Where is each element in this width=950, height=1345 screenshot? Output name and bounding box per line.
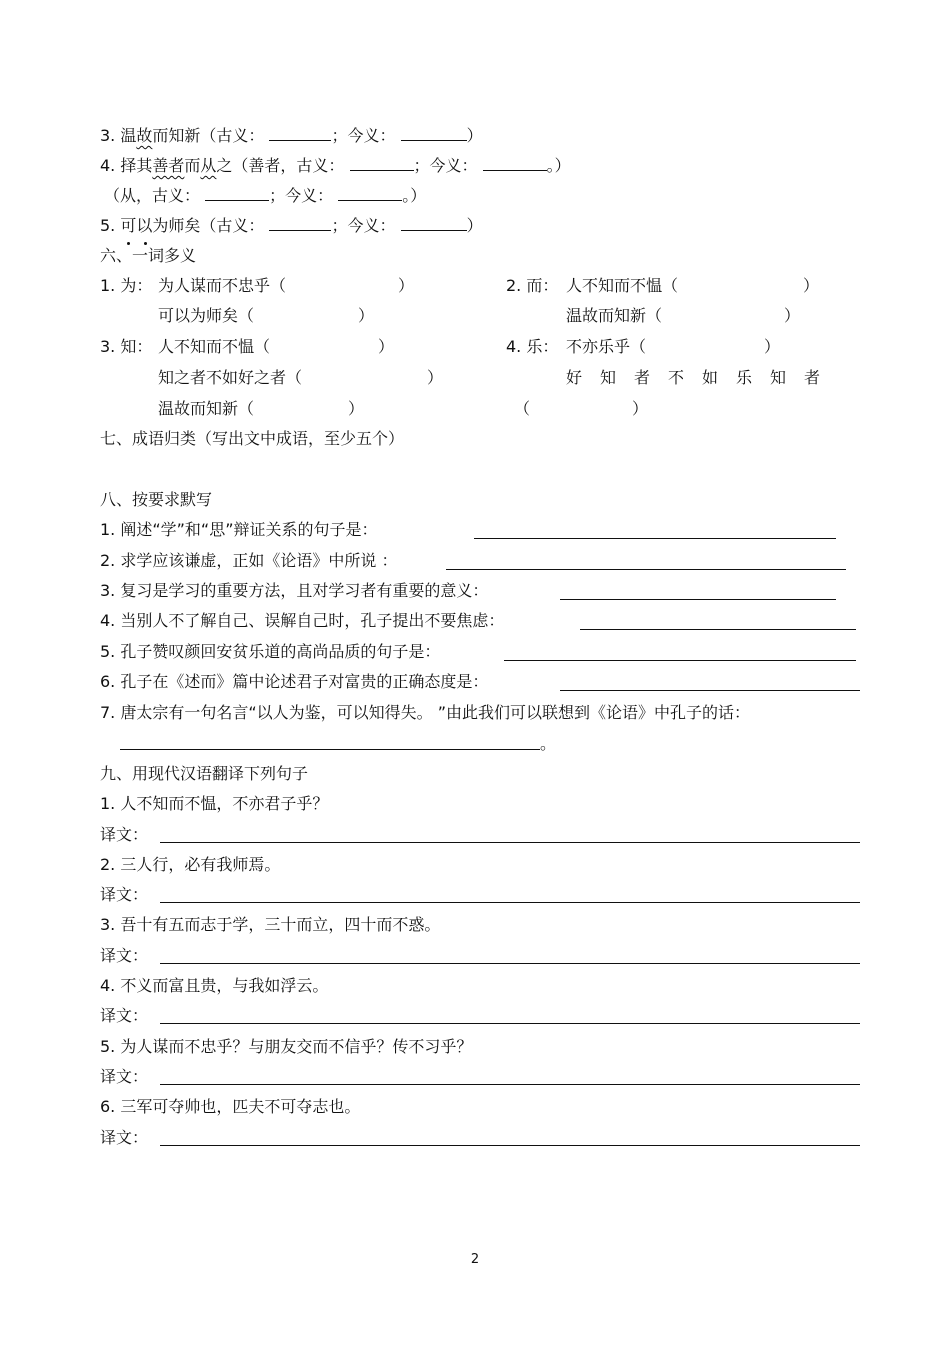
- word-meaning-item-3: [100, 124, 483, 147]
- recite-item-7-end: 。: [540, 734, 557, 753]
- translation-line-6[interactable]: [160, 1145, 860, 1146]
- word-meaning-item-4b: [104, 184, 426, 207]
- item-text: 3. 温: [100, 126, 137, 145]
- spaced-char: 知: [770, 368, 787, 387]
- recite-item-1: 1. 阐述“学”和“思”辩证关系的句子是：: [100, 520, 378, 539]
- item-text: 而知新（古义：: [152, 126, 265, 145]
- section-6-heading: 六、一词多义: [100, 246, 197, 265]
- item-text: 。）: [546, 156, 571, 175]
- polysemy-close: ）: [784, 306, 801, 325]
- translation-line-5[interactable]: [160, 1084, 860, 1085]
- polysemy-3a: 人不知而不愠（: [158, 337, 271, 356]
- polysemy-1a: [158, 275, 286, 297]
- polysemy-2b: 温故而知新（: [566, 306, 663, 325]
- polysemy-close: ）: [803, 276, 820, 295]
- polysemy-4a: 不亦乐乎（: [566, 337, 647, 356]
- recite-item-7: 7. 唐太宗有一句名言“以人为鉴，可以知得失。 ”由此我们可以联想到《论语》中孔子的话：: [100, 703, 751, 722]
- polysemy-close: ）: [427, 368, 444, 387]
- ancient-meaning-blank[interactable]: [269, 214, 331, 231]
- page-number: 2: [470, 1252, 480, 1267]
- polysemy-3-label: 3. 知：: [100, 337, 153, 356]
- spaced-char: 知: [600, 368, 617, 387]
- translate-sentence-4: 4. 不义而富且贵，与我如浮云。: [100, 976, 329, 995]
- spaced-char: 者: [804, 368, 821, 387]
- polysemy-4c: （: [514, 399, 531, 418]
- section-7-heading: 七、成语归类（写出文中成语，至少五个）: [100, 429, 405, 448]
- polysemy-close: ）: [632, 399, 649, 418]
- item-text: ；今义：: [331, 126, 396, 145]
- item-text: 之（善者，古义：: [216, 156, 345, 175]
- spaced-char: 者: [634, 368, 651, 387]
- polysemy-2a: 人不知而不愠（: [566, 276, 679, 295]
- modern-meaning-blank[interactable]: [338, 184, 402, 201]
- recite-item-6: 6. 孔子在《述而》篇中论述君子对富贵的正确态度是：: [100, 672, 489, 691]
- item-text: 为人谋而不忠乎（: [158, 276, 287, 295]
- recite-answer-line-5[interactable]: [504, 660, 856, 661]
- polysemy-close: ）: [764, 337, 781, 356]
- spaced-char: 不: [668, 368, 685, 387]
- ancient-meaning-blank[interactable]: [269, 124, 331, 141]
- spaced-char: 如: [702, 368, 719, 387]
- item-text: 。）: [402, 186, 427, 205]
- word-meaning-item-4: [100, 154, 571, 177]
- translate-sentence-3: 3. 吾十有五而志于学，三十而立，四十而不惑。: [100, 915, 441, 934]
- word-meaning-item-5: [100, 214, 483, 237]
- spaced-char: 乐: [736, 368, 753, 387]
- translation-line-4[interactable]: [160, 1023, 860, 1024]
- key-word: 善者: [152, 156, 185, 175]
- recite-answer-line-3[interactable]: [560, 599, 836, 600]
- translation-line-3[interactable]: [160, 963, 860, 964]
- section-9-heading: 九、用现代汉语翻译下列句子: [100, 764, 309, 783]
- translation-line-2[interactable]: [160, 902, 860, 903]
- polysemy-close: ）: [358, 306, 375, 325]
- polysemy-close: ）: [378, 337, 395, 356]
- polysemy-4-label: 4. 乐：: [506, 337, 559, 356]
- translation-line-1[interactable]: [160, 842, 860, 843]
- translation-label-5: 译文：: [100, 1067, 149, 1086]
- polysemy-close: ）: [348, 399, 365, 418]
- polysemy-close: ）: [398, 276, 415, 295]
- translate-sentence-5: 5. 为人谋而不忠乎？与朋友交而不信乎？传不习乎？: [100, 1037, 473, 1056]
- dotted-key-word: [120, 215, 152, 237]
- translation-label-6: 译文：: [100, 1128, 149, 1147]
- item-text: 为师矣（古义：: [152, 216, 265, 235]
- translate-sentence-1: 1. 人不知而不愠，不亦君子乎？: [100, 794, 329, 813]
- item-text: ；今义：: [269, 186, 334, 205]
- section-8-heading: 八、按要求默写: [100, 490, 213, 509]
- recite-answer-line-4[interactable]: [580, 629, 856, 630]
- recite-item-5: 5. 孔子赞叹颜回安贫乐道的高尚品质的句子是：: [100, 642, 441, 661]
- item-text: 4. 择其: [100, 156, 153, 175]
- modern-meaning-blank[interactable]: [483, 154, 547, 171]
- key-word: 从: [200, 156, 217, 175]
- translation-label-2: 译文：: [100, 885, 149, 904]
- recite-item-2: 2. 求学应该谦虚，正如《论语》中所说 ：: [100, 551, 398, 570]
- recite-item-4: 4. 当别人不了解自己、误解自己时，孔子提出不要焦虑：: [100, 611, 505, 630]
- ancient-meaning-blank[interactable]: [350, 154, 414, 171]
- item-text: ；今义：: [331, 216, 396, 235]
- translation-label-4: 译文：: [100, 1006, 149, 1025]
- translation-label-1: 译文：: [100, 825, 149, 844]
- polysemy-3c: 温故而知新（: [158, 399, 255, 418]
- recite-answer-line-2[interactable]: [446, 569, 846, 570]
- modern-meaning-blank[interactable]: [401, 124, 467, 141]
- key-word: 可以: [120, 216, 153, 235]
- item-text: ）: [466, 126, 483, 145]
- item-text: ）: [466, 216, 483, 235]
- item-text: ；今义：: [413, 156, 478, 175]
- polysemy-1b: 可以为师矣（: [158, 306, 255, 325]
- spaced-char: 好: [566, 368, 583, 387]
- key-word: 故: [136, 126, 153, 145]
- polysemy-4b: [566, 367, 838, 389]
- polysemy-3b: 知之者不如好之者（: [158, 368, 303, 387]
- modern-meaning-blank[interactable]: [401, 214, 467, 231]
- translation-label-3: 译文：: [100, 946, 149, 965]
- item-text: （从，古义：: [104, 186, 201, 205]
- ancient-meaning-blank[interactable]: [205, 184, 269, 201]
- polysemy-2-label: 2. 而：: [506, 276, 559, 295]
- recite-answer-line-7[interactable]: [120, 749, 540, 750]
- translate-sentence-2: 2. 三人行，必有我师焉。: [100, 855, 281, 874]
- recite-answer-line-1[interactable]: [474, 538, 836, 539]
- recite-answer-line-6[interactable]: [560, 690, 860, 691]
- polysemy-1-label: 1. 为：: [100, 276, 153, 295]
- translate-sentence-6: 6. 三军可夺帅也，匹夫不可夺志也。: [100, 1097, 361, 1116]
- recite-item-3: 3. 复习是学习的重要方法，且对学习者有重要的意义：: [100, 581, 489, 600]
- item-text: 而: [184, 156, 201, 175]
- item-text: 5.: [100, 216, 121, 235]
